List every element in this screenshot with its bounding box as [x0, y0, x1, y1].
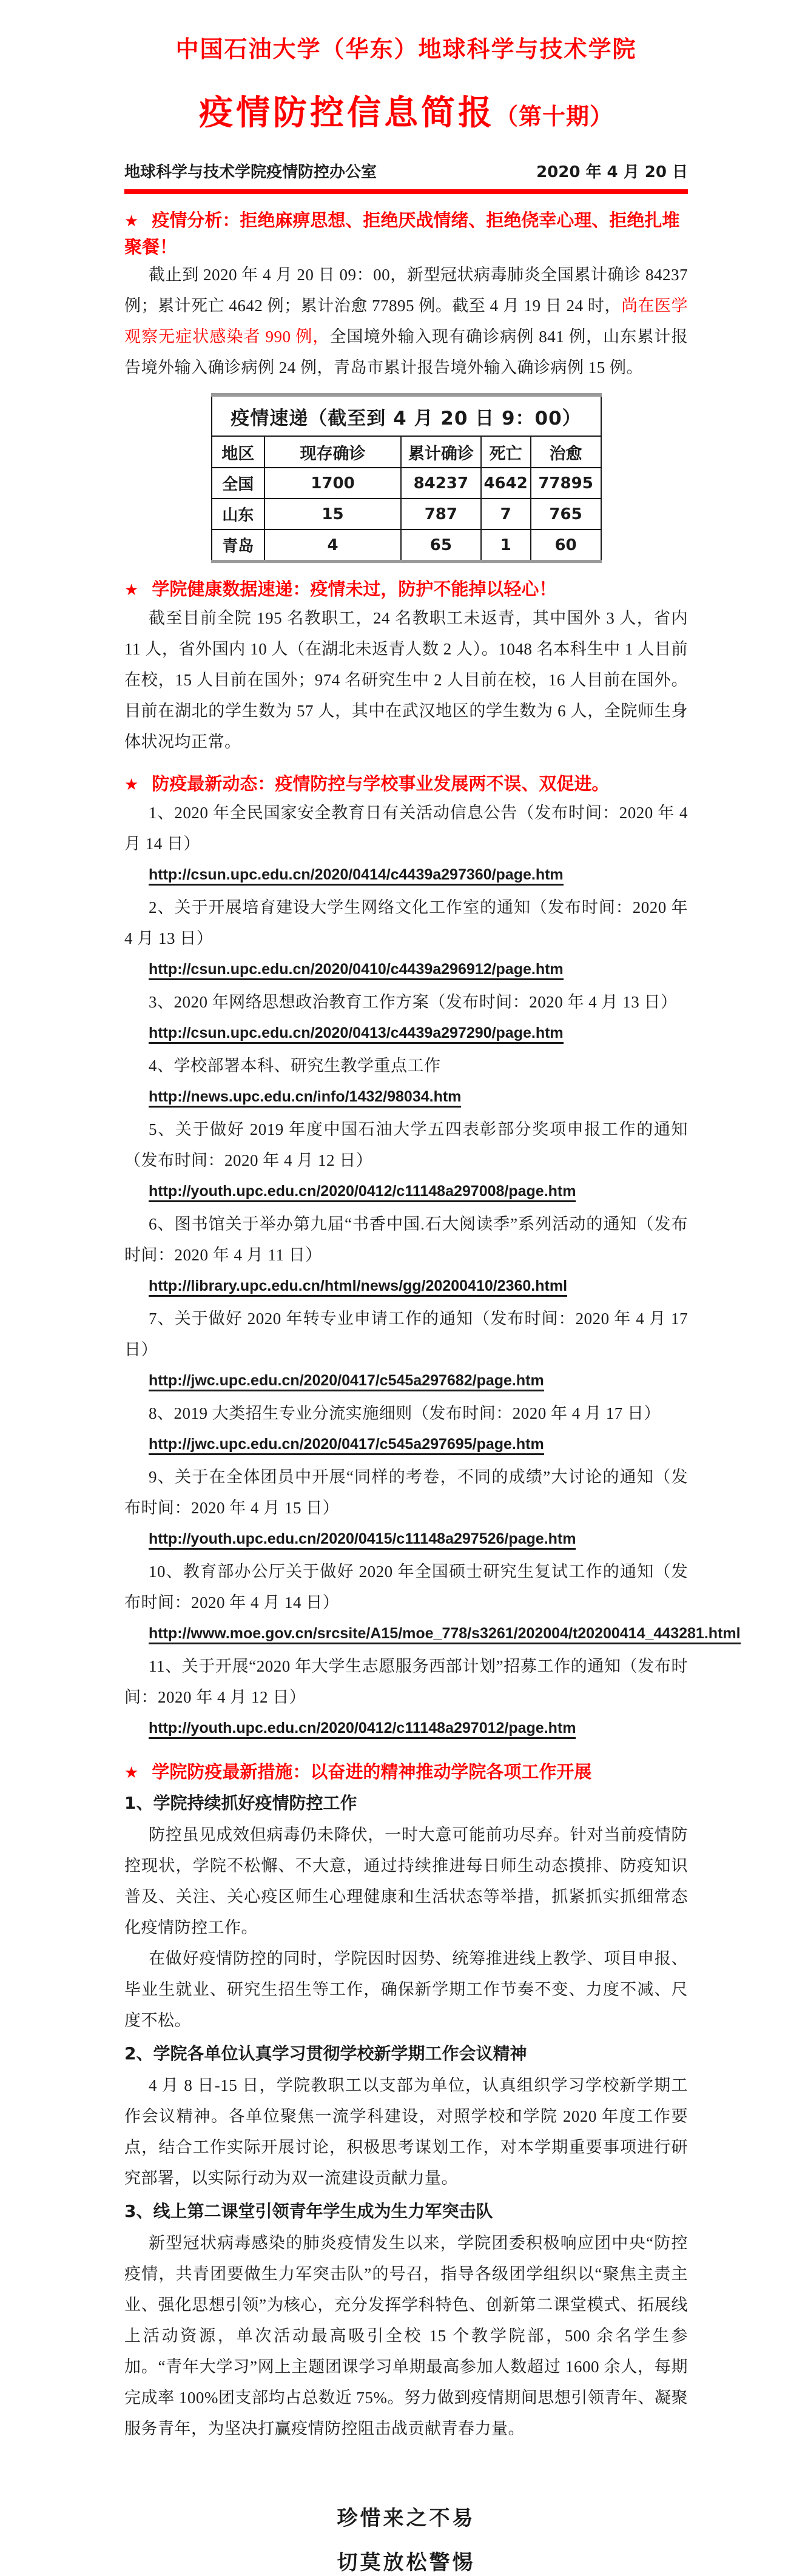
health-heading-text: 学院健康数据速递：疫情未过，防护不能掉以轻心！: [152, 579, 557, 599]
table-cell: 青岛: [212, 530, 265, 562]
column-header-recovered: 治愈: [531, 436, 601, 468]
update-item-link-row: [124, 1018, 688, 1051]
update-item: [124, 1556, 741, 1651]
section-heading-updates: [124, 771, 688, 798]
update-item-link-row: [124, 1524, 688, 1556]
star-icon: ★: [124, 212, 139, 230]
table-cell: 4: [264, 530, 401, 562]
update-item-link-row: [124, 954, 688, 987]
update-link[interactable]: http://jwc.upc.edu.cn/2020/0417/c545a297695/page.htm: [149, 1436, 544, 1455]
update-item: [124, 892, 688, 987]
update-item-link-row: [124, 1176, 688, 1209]
subsection-1-paragraph-1: 防控虽见成效但病毒仍未降伏，一时大意可能前功尽弃。针对当前疫情防控现状，学院不松懈、不大意，通过持续推进每日师生动态摸排、防疫知识普及、关注、关心疫区师生心理健康和生活状态等举措，抓紧抓实抓细常态化疫情防控工作。: [124, 1826, 688, 1937]
subsection-title-1: 1、学院持续抓好疫情防控工作: [124, 1793, 357, 1813]
column-header-region: 地区: [212, 436, 265, 468]
update-item-title: 5、关于做好 2019 年度中国石油大学五四表彰部分奖项申报工作的通知（发布时间：2020 年 4 月 12 日）: [124, 1120, 688, 1169]
star-icon: ★: [124, 776, 139, 794]
table-title: 疫情速递（截至到 4 月 20 日 9：00）: [212, 395, 601, 436]
update-item-title: 10、教育部办公厅关于做好 2020 年全国硕士研究生复试工作的通知（发布时间：2020 年 4 月 14 日）: [124, 1562, 688, 1612]
epidemic-table: [211, 393, 602, 563]
update-link[interactable]: http://csun.upc.edu.cn/2020/0414/c4439a297360/page.htm: [149, 866, 564, 886]
update-link[interactable]: http://jwc.upc.edu.cn/2020/0417/c545a297682/page.htm: [149, 1372, 544, 1391]
star-icon: ★: [124, 1764, 139, 1782]
column-header-total: 累计确诊: [401, 436, 481, 468]
table-row-qingdao: [212, 530, 601, 562]
measures-heading-text: 学院防疫最新措施：以奋进的精神推动学院各项工作开展: [152, 1761, 592, 1782]
update-item: [124, 1303, 688, 1398]
analysis-text-after: 全国境外输入现有确诊病例 841 例，山东累计报告境外输入确诊病例 24 例，青岛市累计报告境外输入确诊病例 15 例。: [124, 328, 688, 377]
update-item: [124, 798, 688, 892]
updates-heading-text: 防疫最新动态：疫情防控与学校事业发展两不误、双促进。: [152, 773, 610, 794]
update-item-link-row: [124, 1081, 688, 1114]
update-item: [124, 1651, 688, 1746]
footer-slogan-line1: 珍惜来之不易: [337, 2507, 476, 2530]
column-header-active: 现存确诊: [264, 436, 401, 468]
analysis-heading-text: 疫情分析：拒绝麻痹思想、拒绝厌战情绪、拒绝侥幸心理、拒绝扎堆聚餐！: [124, 210, 680, 257]
update-item-title: 4、学校部署本科、研究生教学重点工作: [149, 1057, 441, 1075]
update-item: [124, 1051, 688, 1114]
update-item-link-row: [124, 1429, 688, 1462]
section-heading-health: [124, 576, 688, 603]
update-item: [124, 1462, 688, 1556]
update-item-link-row: [124, 1618, 741, 1651]
analysis-text-before: 截止到 2020 年 4 月 20 日 09：00，新型冠状病毒肺炎全国累计确诊 84237 例；累计死亡 4642 例；累计治愈 77895 例。截至 4 月 19 日 24 时，: [124, 266, 688, 315]
update-item-link-row: [124, 1365, 688, 1398]
update-link[interactable]: http://csun.upc.edu.cn/2020/0410/c4439a296912/page.htm: [149, 961, 564, 980]
page-title-university: 中国石油大学（华东）地球科学与技术学院: [175, 36, 637, 62]
update-link[interactable]: http://csun.upc.edu.cn/2020/0413/c4439a297290/page.htm: [149, 1024, 564, 1044]
table-cell: 65: [401, 530, 481, 562]
table-cell: 84237: [401, 468, 481, 499]
update-item: [124, 1398, 688, 1462]
table-row-shandong: [212, 499, 601, 530]
subsection-1-paragraph-2: 在做好疫情防控的同时，学院因时因势、统筹推进线上教学、项目申报、毕业生就业、研究生招生等工作，确保新学期工作节奏不变、力度不减、尺度不松。: [124, 1949, 688, 2030]
subsection-3-paragraph-1: 新型冠状病毒感染的肺炎疫情发生以来，学院团委积极响应团中央“防控疫情，共青团要做生力军突击队”的号召，指导各级团学组织以“聚焦主责主业、强化思想引领”为核心，充分发挥学科特色、创新第二课堂模式、拓展线上活动资源，单次活动最高吸引全校 15 个教学院部，500 余名学生参加。“青年大学习”网上主题团课学习单期最高参加人数超过 1600 余人，每期完成率 100%团支部均占总数近 75%。努力做到疫情期间思想引领青年、凝聚服务青年，为坚决打赢疫情防控阻击战贡献青春力量。: [124, 2234, 688, 2438]
update-item-link-row: [124, 1271, 688, 1303]
update-item-title: 6、图书馆关于举办第九届“书香中国.石大阅读季”系列活动的通知（发布时间：2020 年 4 月 11 日）: [124, 1215, 688, 1264]
analysis-paragraph: [124, 260, 688, 383]
health-paragraph: 截至目前全院 195 名教职工，24 名教职工未返青，其中国外 3 人，省内 11 人，省外国内 10 人（在湖北未返青人数 2 人）。1048 名本科生中 1 人目前在校，15 人目前在国外；974 名研究生中 2 人目前在校，16 人目前在国外。目前在湖北的学生数为 57 人，其中在武汉地区的学生数为 6 人，全院师生身体状况均正常。: [124, 609, 688, 751]
subsection-title-2: 2、学院各单位认真学习贯彻学校新学期工作会议精神: [124, 2043, 527, 2063]
table-cell: 7: [481, 499, 531, 530]
star-icon: ★: [124, 581, 139, 599]
footer-slogans: [124, 2506, 688, 2576]
red-divider: [124, 189, 688, 194]
update-link[interactable]: http://www.moe.gov.cn/srcsite/A15/moe_778/s3261/202004/t20200414_443281.html: [149, 1625, 741, 1644]
byline-date: 2020 年 4 月 20 日: [536, 163, 688, 181]
table-cell: 1700: [264, 468, 401, 499]
bulletin-title-text: 疫情防控信息简报: [198, 93, 495, 133]
table-cell: 765: [531, 499, 601, 530]
table-cell: 77895: [531, 468, 601, 499]
table-cell: 15: [264, 499, 401, 530]
update-item-title: 1、2020 年全民国家安全教育日有关活动信息公告（发布时间：2020 年 4 月 14 日）: [124, 804, 688, 853]
subsection-2-paragraph-1: 4 月 8 日-15 日，学院教职工以支部为单位，认真组织学习学校新学期工作会议精神。各单位聚焦一流学科建设，对照学校和学院 2020 年度工作要点，结合工作实际开展讨论，积极思考谋划工作，对本学期重要事项进行研究部署，以实际行动为双一流建设贡献力量。: [124, 2076, 688, 2187]
update-link[interactable]: http://youth.upc.edu.cn/2020/0412/c11148a297012/page.htm: [149, 1720, 576, 1739]
table-cell: 4642: [481, 468, 531, 499]
update-item-title: 9、关于在全体团员中开展“同样的考卷，不同的成绩”大讨论的通知（发布时间：2020 年 4 月 15 日）: [124, 1468, 688, 1517]
section-heading-measures: [124, 1759, 688, 1786]
update-item-title: 7、关于做好 2020 年转专业申请工作的通知（发布时间：2020 年 4 月 17 日）: [124, 1310, 688, 1359]
update-item-title: 8、2019 大类招生专业分流实施细则（发布时间：2020 年 4 月 17 日）: [149, 1404, 661, 1422]
update-link[interactable]: http://news.upc.edu.cn/info/1432/98034.htm: [149, 1088, 461, 1108]
update-item-link-row: [124, 859, 688, 892]
column-header-deaths: 死亡: [481, 436, 531, 468]
table-cell: 60: [531, 530, 601, 562]
update-link[interactable]: http://library.upc.edu.cn/html/news/gg/20200410/2360.html: [149, 1277, 567, 1297]
table-cell: 山东: [212, 499, 265, 530]
update-item: [124, 987, 688, 1051]
byline-office: 地球科学与技术学院疫情防控办公室: [124, 163, 377, 181]
update-item-link-row: [124, 1713, 688, 1746]
table-cell: 全国: [212, 468, 265, 499]
byline-row: [124, 160, 688, 182]
epidemic-table-container: [211, 393, 602, 563]
table-cell: 1: [481, 530, 531, 562]
update-item-title: 11、关于开展“2020 年大学生志愿服务西部计划”招募工作的通知（发布时间：2020 年 4 月 12 日）: [124, 1657, 688, 1706]
update-link[interactable]: http://youth.upc.edu.cn/2020/0415/c11148a297526/page.htm: [149, 1530, 576, 1550]
update-item-title: 3、2020 年网络思想政治教育工作方案（发布时间：2020 年 4 月 13 日）: [149, 993, 678, 1011]
table-header-row: [212, 436, 601, 468]
page-title-bulletin: [124, 87, 688, 143]
table-cell: 787: [401, 499, 481, 530]
table-title-row: [212, 395, 601, 436]
subsection-title-3: 3、线上第二课堂引领青年学生成为生力军突击队: [124, 2201, 493, 2221]
table-row-national: [212, 468, 601, 499]
update-link[interactable]: http://youth.upc.edu.cn/2020/0412/c11148a297008/page.htm: [149, 1183, 576, 1202]
issue-number-label: （第十期）: [494, 103, 613, 130]
asymptomatic-cases-highlight: 尚在医学观察无症状感染者 990 例，: [124, 297, 688, 346]
update-item-title: 2、关于开展培育建设大学生网络文化工作室的通知（发布时间：2020 年 4 月 13 日）: [124, 898, 688, 947]
section-heading-analysis: [124, 207, 688, 260]
update-item: [124, 1209, 688, 1303]
footer-slogan-line2: 切莫放松警惕: [337, 2552, 476, 2574]
update-item: [124, 1114, 688, 1209]
